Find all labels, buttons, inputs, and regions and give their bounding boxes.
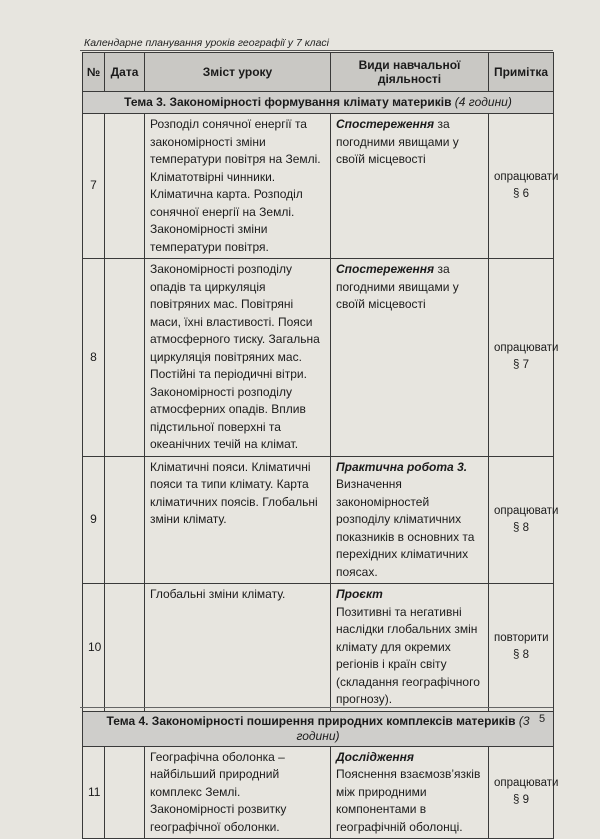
activity-text: Визначення закономірностей розподілу кліматичних показників в основних та перехідних кліматичних поясах. <box>336 477 475 579</box>
col-header-content: Зміст уроку <box>145 53 331 92</box>
activity-text: за погодними явищами у своїй місцевості <box>336 262 459 311</box>
topic-hours: (4 години) <box>454 95 512 109</box>
running-head: Календарне планування уроків географії у 7 класі <box>84 37 330 49</box>
topic-hours: (3 години) <box>296 713 530 743</box>
topic-row <box>83 711 554 746</box>
lesson-number: 7 <box>83 114 105 259</box>
lesson-number: 10 <box>83 584 105 712</box>
lesson-activity <box>331 584 489 712</box>
col-header-note: Примітка <box>489 53 554 92</box>
activity-title: Проєкт <box>336 587 383 601</box>
table-row <box>83 114 554 259</box>
table-row <box>83 746 554 839</box>
lesson-note: опрацювати § 9 <box>489 746 554 839</box>
lesson-number: 8 <box>83 259 105 457</box>
lesson-date <box>105 259 145 457</box>
lesson-date <box>105 114 145 259</box>
lesson-number: 9 <box>83 456 105 584</box>
lesson-number: 11 <box>83 746 105 839</box>
lesson-note: опрацювати § 7 <box>489 259 554 457</box>
lesson-activity <box>331 114 489 259</box>
lesson-activity <box>331 456 489 584</box>
activity-title: Практична робота 3. <box>336 459 468 474</box>
col-header-num: № <box>83 53 105 92</box>
lesson-date <box>105 456 145 584</box>
lesson-content: Географічна оболонка – найбільший природний комплекс Землі. Закономірності розвитку географічної оболонки. <box>145 746 331 839</box>
table-row <box>83 584 554 712</box>
activity-text: Позитивні та негативні наслідки глобальних змін клімату для окремих регіонів і країн світу (складання географічного прогнозу). <box>336 604 480 706</box>
topic-title: Тема 3. Закономірності формування клімату материків <box>124 95 452 109</box>
topic-title: Тема 4. Закономірності поширення природних комплексів материків <box>106 713 516 728</box>
page-number: 5 <box>539 713 546 725</box>
lesson-content: Закономірності розподілу опадів та циркуляція повітряних мас. Повітряні маси, їхні властивості. Пояси атмосферного тиску. Загальна циркуляція повітряних мас. Постійні та періодичні вітри. Закономірності розподілу атмосферних опадів. Вплив підстильної поверхні та океанічних течій на клімат. <box>145 259 331 457</box>
col-header-activity: Види навчальної діяльності <box>331 53 489 92</box>
col-header-date: Дата <box>105 53 145 92</box>
lesson-activity <box>331 259 489 457</box>
topic-4-heading <box>83 711 554 746</box>
activity-title: Спостереження <box>336 117 435 131</box>
topic-row <box>83 92 554 114</box>
lesson-content: Глобальні зміни клімату. <box>145 584 331 712</box>
lesson-note: опрацювати § 8 <box>489 456 554 584</box>
activity-text: Пояснення взаємозв’язків між природними компонентами в географічній оболонці. <box>336 767 481 834</box>
table-row <box>83 259 554 457</box>
lesson-plan-table <box>82 52 559 839</box>
footer-rule <box>80 707 553 708</box>
lesson-activity <box>331 746 489 839</box>
lesson-date <box>105 746 145 839</box>
lesson-content: Розподіл сонячної енергії та закономірності зміни температури повітря на Землі. Кліматотвірні чинники. Кліматична карта. Розподіл сонячної енергії на Землі. Закономірності зміни температури повітря. <box>145 114 331 259</box>
activity-text: за погодними явищами у своїй місцевості <box>336 117 459 166</box>
lesson-note: повторити § 8 <box>489 584 554 712</box>
lesson-date <box>105 584 145 712</box>
lesson-note: опрацювати § 6 <box>489 114 554 259</box>
lesson-content: Кліматичні пояси. Кліматичні пояси та типи клімату. Карта кліматичних поясів. Глобальні зміни клімату. <box>145 456 331 584</box>
table-row <box>83 456 554 584</box>
table-header-row <box>83 53 554 92</box>
activity-title: Дослідження <box>336 749 414 764</box>
activity-title: Спостереження <box>336 262 435 276</box>
header-rule <box>80 50 553 51</box>
topic-3-heading <box>83 92 554 114</box>
